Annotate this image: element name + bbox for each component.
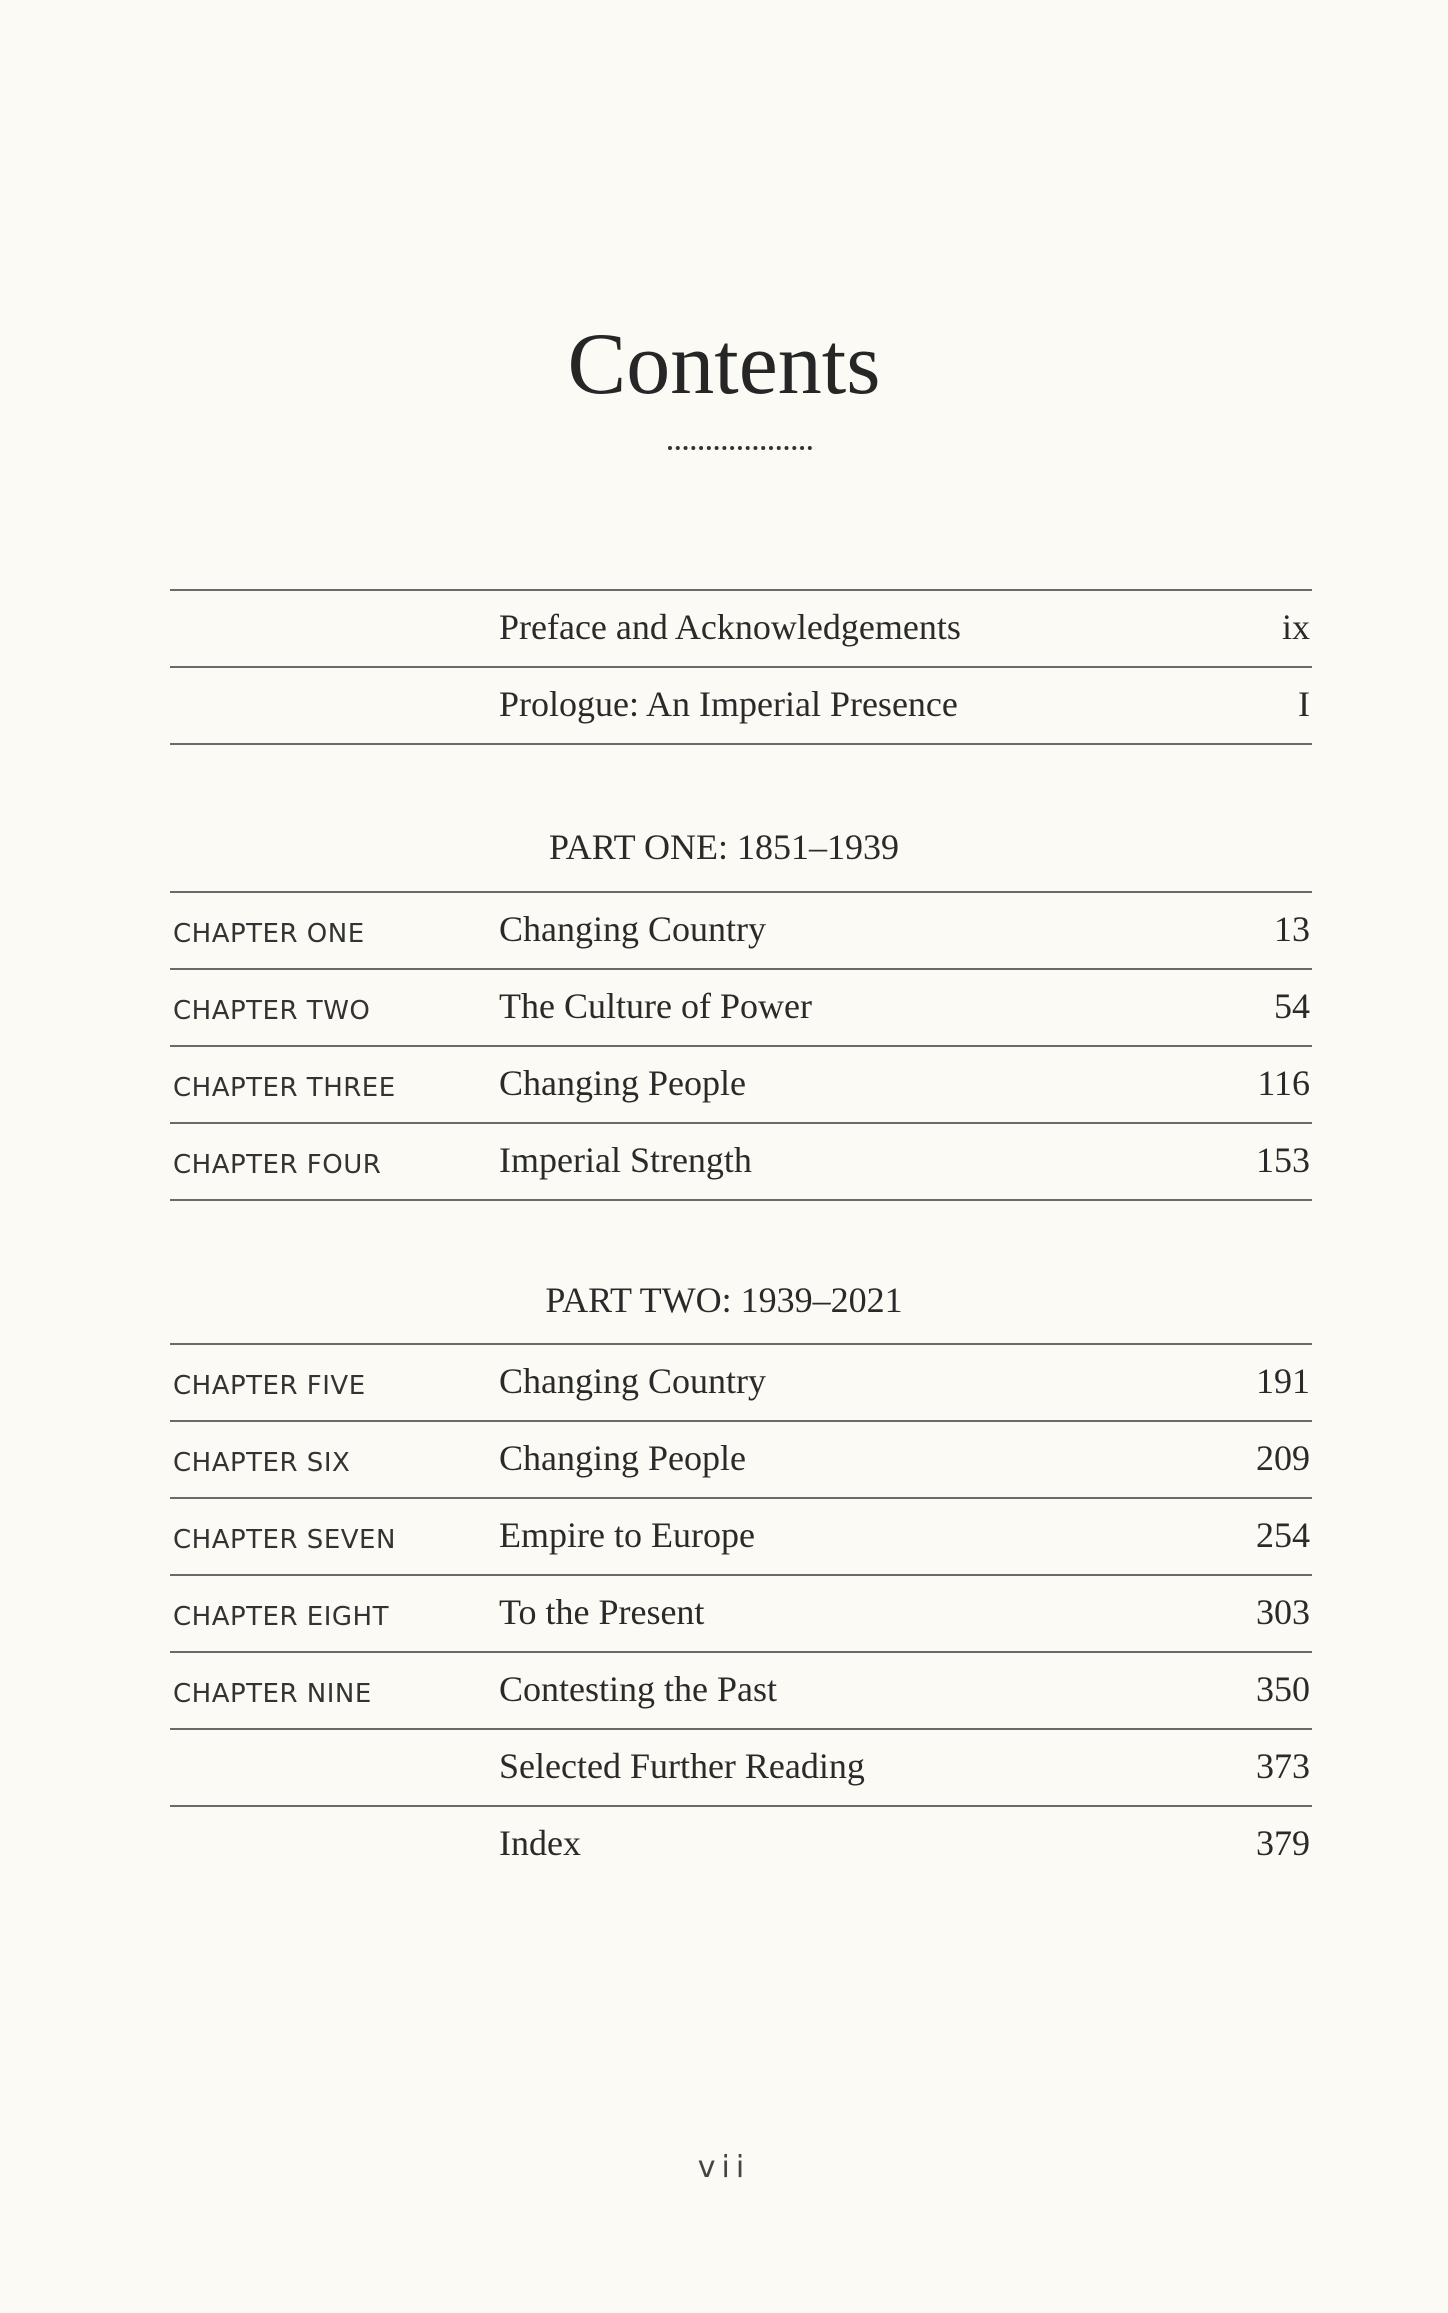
front-matter-list bbox=[170, 589, 1312, 745]
entry-title: Changing Country bbox=[499, 1361, 766, 1401]
entry-title: To the Present bbox=[499, 1592, 705, 1632]
page-number: vii bbox=[697, 2150, 751, 2185]
part-two-list bbox=[170, 1343, 1312, 1882]
entry-page-number: 116 bbox=[1257, 1063, 1310, 1103]
toc-entry[interactable] bbox=[170, 666, 1312, 745]
toc-entry[interactable] bbox=[170, 968, 1312, 1045]
chapter-label: CHAPTER THREE bbox=[173, 1073, 396, 1103]
entry-title: Preface and Acknowledgements bbox=[499, 607, 961, 647]
chapter-label: CHAPTER SEVEN bbox=[173, 1525, 396, 1555]
entry-page-number: 254 bbox=[1256, 1515, 1310, 1555]
toc-entry[interactable] bbox=[170, 891, 1312, 968]
entry-title: Changing People bbox=[499, 1063, 746, 1103]
toc-entry[interactable] bbox=[170, 1574, 1312, 1651]
toc-entry[interactable] bbox=[170, 1343, 1312, 1420]
entry-page-number: 54 bbox=[1274, 986, 1310, 1026]
entry-title: Index bbox=[499, 1823, 581, 1863]
toc-entry[interactable] bbox=[170, 1805, 1312, 1882]
entry-title: Prologue: An Imperial Presence bbox=[499, 684, 958, 724]
entry-page-number: 379 bbox=[1256, 1823, 1310, 1863]
entry-page-number: 153 bbox=[1256, 1140, 1310, 1180]
entry-title: Empire to Europe bbox=[499, 1515, 755, 1555]
entry-page-number: I bbox=[1298, 684, 1310, 724]
page-title: Contents bbox=[567, 316, 881, 413]
toc-entry[interactable] bbox=[170, 1122, 1312, 1201]
chapter-label: CHAPTER FOUR bbox=[173, 1150, 382, 1180]
chapter-label: CHAPTER SIX bbox=[173, 1448, 351, 1478]
entry-title: Changing Country bbox=[499, 909, 766, 949]
part-one-list bbox=[170, 891, 1312, 1201]
entry-page-number: 209 bbox=[1256, 1438, 1310, 1478]
toc-entry[interactable] bbox=[170, 1420, 1312, 1497]
toc-entry[interactable] bbox=[170, 1497, 1312, 1574]
toc-entry[interactable] bbox=[170, 1728, 1312, 1805]
chapter-label: CHAPTER EIGHT bbox=[173, 1602, 389, 1632]
chapter-label: CHAPTER TWO bbox=[173, 996, 371, 1026]
entry-title: Contesting the Past bbox=[499, 1669, 777, 1709]
entry-page-number: 303 bbox=[1256, 1592, 1310, 1632]
toc-entry[interactable] bbox=[170, 589, 1312, 666]
toc-entry[interactable] bbox=[170, 1045, 1312, 1122]
entry-page-number: 350 bbox=[1256, 1669, 1310, 1709]
chapter-label: CHAPTER ONE bbox=[173, 919, 365, 949]
title-ornament bbox=[668, 446, 812, 454]
entry-title: Changing People bbox=[499, 1438, 746, 1478]
entry-page-number: 373 bbox=[1256, 1746, 1310, 1786]
entry-title: Imperial Strength bbox=[499, 1140, 752, 1180]
part-one-heading: PART ONE: 1851–1939 bbox=[549, 827, 899, 867]
toc-entry[interactable] bbox=[170, 1651, 1312, 1728]
chapter-label: CHAPTER FIVE bbox=[173, 1371, 366, 1401]
entry-page-number: ix bbox=[1281, 607, 1310, 647]
part-two-heading: PART TWO: 1939–2021 bbox=[545, 1280, 903, 1320]
entry-title: Selected Further Reading bbox=[499, 1746, 865, 1786]
chapter-label: CHAPTER NINE bbox=[173, 1679, 372, 1709]
entry-page-number: 13 bbox=[1274, 909, 1310, 949]
entry-title: The Culture of Power bbox=[499, 986, 812, 1026]
entry-page-number: 191 bbox=[1256, 1361, 1310, 1401]
